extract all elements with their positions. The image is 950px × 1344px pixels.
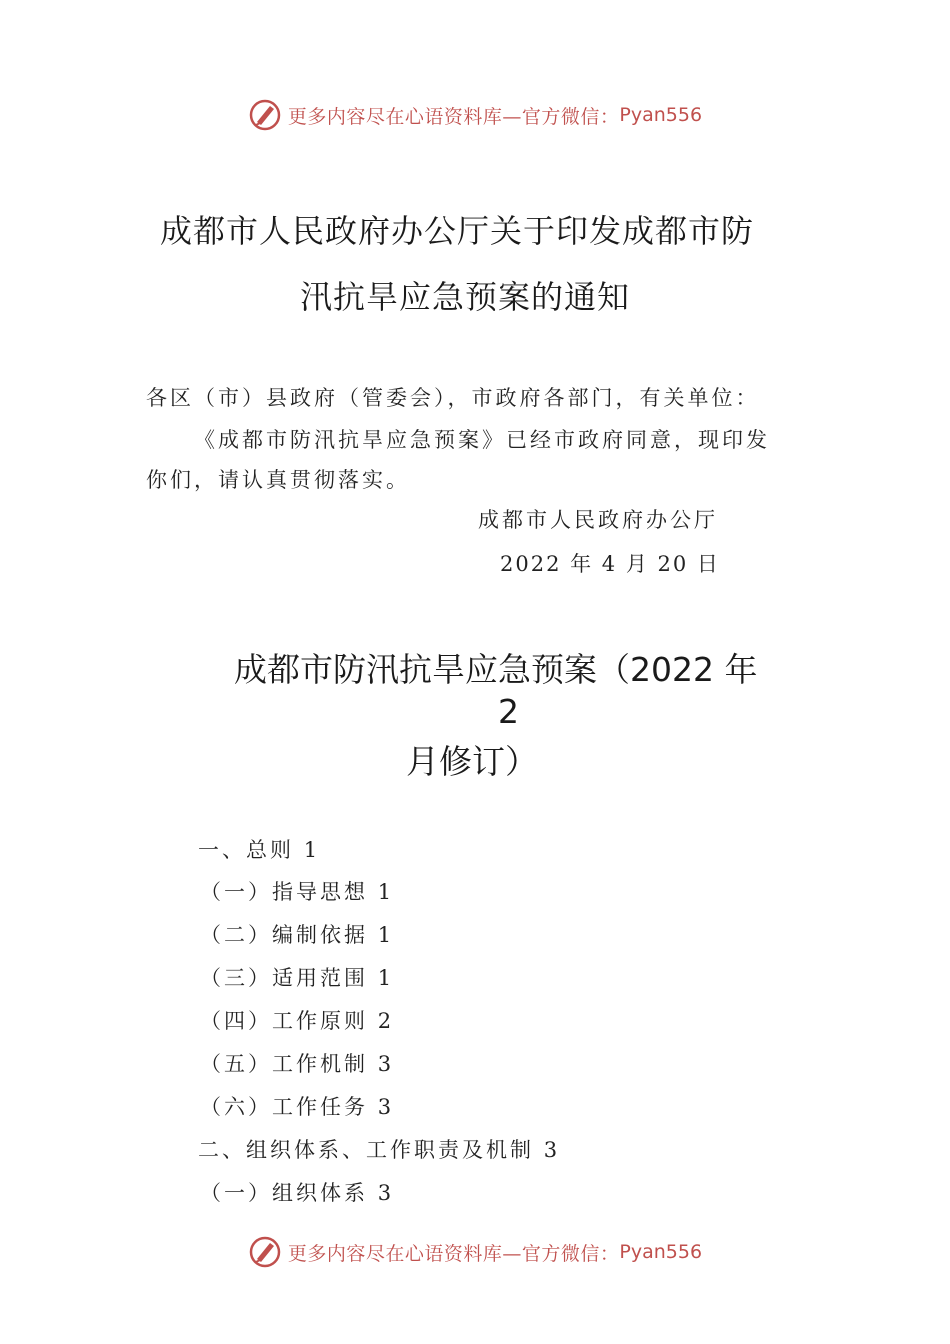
toc-entry-label: （三）适用范围 bbox=[200, 966, 368, 990]
pen-seal-icon bbox=[248, 98, 282, 132]
toc-entry-label: （一）指导思想 bbox=[200, 880, 368, 904]
toc-entry[interactable] bbox=[200, 1005, 394, 1035]
watermark-text: 更多内容尽在心语资料库—官方微信： bbox=[287, 1242, 620, 1265]
notice-body-line1: 《成都市防汛抗旱应急预案》已经市政府同意，现印发 bbox=[194, 428, 770, 452]
toc-entry-page: 3 bbox=[377, 1095, 395, 1119]
toc-entry-page: 1 bbox=[377, 923, 395, 947]
toc-entry-page: 3 bbox=[377, 1181, 395, 1205]
notice-addressee: 各区（市）县政府（管委会），市政府各部门，有关单位： bbox=[146, 386, 760, 410]
notice-issuer: 成都市人民政府办公厅 bbox=[478, 508, 718, 532]
plan-title-line1: 成都市防汛抗旱应急预案（2022 年 bbox=[234, 650, 758, 689]
notice-title-line2: 汛抗旱应急预案的通知 bbox=[300, 278, 631, 316]
toc-entry[interactable] bbox=[200, 1091, 394, 1121]
toc-entry[interactable] bbox=[200, 1048, 394, 1078]
notice-date: 2022 年 4 月 20 日 bbox=[500, 552, 720, 576]
toc-entry[interactable] bbox=[200, 1177, 394, 1207]
watermark-text: 更多内容尽在心语资料库—官方微信： bbox=[287, 105, 620, 128]
toc-entry-page: 3 bbox=[543, 1138, 561, 1162]
watermark-banner-top bbox=[0, 95, 950, 135]
toc-entry-label: 二、组织体系、工作职责及机制 bbox=[198, 1138, 534, 1162]
plan-title-line2: 2 bbox=[498, 692, 519, 731]
toc-entry[interactable] bbox=[200, 919, 394, 949]
toc-entry-page: 1 bbox=[303, 838, 321, 862]
toc-entry-label: （四）工作原则 bbox=[200, 1009, 368, 1033]
watermark-wechat-id: Pyan556 bbox=[619, 104, 703, 126]
watermark-banner-bottom bbox=[0, 1232, 950, 1272]
plan-title-line3: 月修订） bbox=[406, 742, 538, 781]
toc-entry[interactable] bbox=[198, 1134, 560, 1164]
toc-entry-label: （二）编制依据 bbox=[200, 923, 368, 947]
toc-entry-page: 1 bbox=[377, 966, 395, 990]
toc-entry-label: 一、总则 bbox=[198, 838, 294, 862]
toc-entry[interactable] bbox=[200, 962, 394, 992]
toc-entry-label: （一）组织体系 bbox=[200, 1181, 368, 1205]
pen-seal-icon bbox=[248, 1235, 282, 1269]
notice-title-line1: 成都市人民政府办公厅关于印发成都市防 bbox=[160, 212, 755, 250]
watermark-wechat-id: Pyan556 bbox=[619, 1241, 703, 1263]
toc-entry-page: 3 bbox=[377, 1052, 395, 1076]
toc-entry-page: 2 bbox=[377, 1009, 395, 1033]
toc-entry[interactable] bbox=[200, 876, 394, 906]
notice-body-line2: 你们，请认真贯彻落实。 bbox=[146, 468, 410, 492]
toc-entry[interactable] bbox=[198, 834, 320, 864]
toc-entry-label: （六）工作任务 bbox=[200, 1095, 368, 1119]
toc-entry-label: （五）工作机制 bbox=[200, 1052, 368, 1076]
toc-entry-page: 1 bbox=[377, 880, 395, 904]
